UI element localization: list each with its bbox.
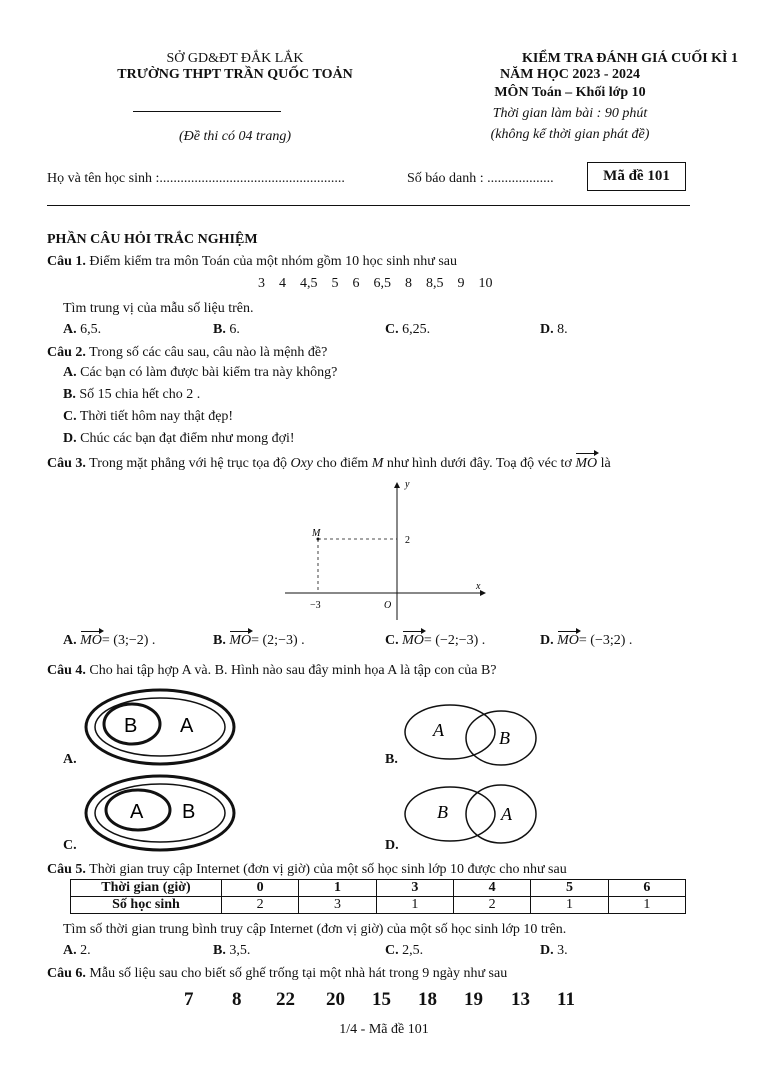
- q4-option-a[interactable]: A.: [63, 752, 77, 767]
- data-value: 4,5: [300, 276, 318, 291]
- q2-option-c[interactable]: [63, 409, 233, 425]
- data-value: 8: [232, 989, 242, 1010]
- question-3: [47, 455, 611, 472]
- q3-option-b[interactable]: [213, 633, 305, 649]
- option-text: 2.: [80, 943, 91, 958]
- question-6-text: Mẫu số liệu sau cho biết số ghế trống tại một nhà hát trong 9 ngày như sau: [89, 966, 508, 981]
- data-value: 20: [326, 989, 345, 1010]
- table-row: [71, 880, 686, 897]
- origin-label: O: [384, 600, 392, 611]
- left-set: [405, 705, 495, 759]
- inner-set-label: B: [124, 715, 138, 737]
- q3-option-c[interactable]: [385, 633, 485, 649]
- point-label: M: [371, 456, 384, 471]
- q2-option-b[interactable]: [63, 387, 200, 403]
- option-key: A.: [63, 633, 77, 648]
- section-title: PHẦN CÂU HỎI TRẮC NGHIỆM: [47, 232, 258, 247]
- table-cell: 3: [299, 897, 376, 914]
- option-text: = (−3;2) .: [578, 633, 633, 648]
- option-text: 3,5.: [229, 943, 251, 958]
- option-key: B.: [213, 633, 226, 648]
- option-text: Các bạn có làm được bài kiểm tra này không?: [80, 365, 338, 380]
- question-1-prompt: Tìm trung vị của mẫu số liệu trên.: [63, 301, 254, 316]
- option-text: = (−2;−3) .: [423, 633, 486, 648]
- data-value: 4: [279, 276, 286, 291]
- q2-option-a[interactable]: [63, 365, 337, 381]
- venn-diagram-b: [395, 700, 555, 770]
- question-3-text: là: [600, 456, 611, 471]
- q3-option-a[interactable]: [63, 633, 155, 649]
- q5-option-d[interactable]: [540, 943, 568, 959]
- q1-option-c[interactable]: [385, 322, 430, 338]
- table-cell: 1: [608, 897, 685, 914]
- table-cell: 5: [531, 880, 608, 897]
- venn-diagram-d: [395, 782, 555, 852]
- table-cell: 1: [299, 880, 376, 897]
- question-1-text: Điểm kiểm tra môn Toán của một nhóm gồm 10 học sinh như sau: [89, 254, 457, 269]
- question-5: [47, 861, 567, 878]
- venn-diagram-c: [80, 772, 240, 854]
- question-3-text: như hình dưới đây. Toạ độ véc tơ: [386, 456, 572, 471]
- data-value: 22: [276, 989, 295, 1010]
- option-key: D.: [540, 943, 554, 958]
- question-1-label: Câu 1.: [47, 254, 86, 269]
- vector-label: MO: [557, 633, 579, 648]
- frequency-table: [70, 879, 686, 914]
- outer-set-label: A: [180, 715, 194, 737]
- question-1: [47, 253, 457, 270]
- question-2: [47, 344, 327, 361]
- data-value: 7: [184, 989, 194, 1010]
- q1-option-d[interactable]: [540, 322, 568, 338]
- data-value: 6: [352, 276, 360, 291]
- question-4: [47, 662, 497, 679]
- option-text: 6,5.: [80, 322, 102, 337]
- table-cell: 2: [453, 897, 530, 914]
- option-key: D.: [540, 322, 554, 337]
- coordinate-system: Oxy: [290, 456, 314, 471]
- question-3-label: Câu 3.: [47, 456, 86, 471]
- data-value: 15: [372, 989, 391, 1010]
- inner-set-label: A: [130, 801, 144, 823]
- data-value: 19: [464, 989, 483, 1010]
- data-value: 18: [418, 989, 437, 1010]
- data-value: 8: [405, 276, 412, 291]
- left-set-label: B: [437, 802, 448, 822]
- q1-option-a[interactable]: [63, 322, 101, 338]
- option-key: A.: [63, 365, 77, 380]
- separator-line: [47, 205, 690, 206]
- pages-note: (Đề thi có 04 trang): [179, 129, 291, 144]
- data-value: 6,5: [373, 276, 391, 291]
- question-6-label: Câu 6.: [47, 966, 86, 981]
- coordinate-figure: [280, 475, 500, 625]
- header-underline: [133, 111, 281, 112]
- exam-code-box: Mã đề 101: [587, 162, 686, 191]
- school-year: NĂM HỌC 2023 - 2024: [500, 67, 640, 82]
- table-cell: 1: [531, 897, 608, 914]
- data-value: 8,5: [426, 276, 444, 291]
- q5-option-b[interactable]: [213, 943, 250, 959]
- option-key: B.: [213, 943, 226, 958]
- q3-option-d[interactable]: [540, 633, 632, 649]
- table-cell: 2: [222, 897, 299, 914]
- question-5-prompt: Tìm số thời gian trung bình truy cập Internet (đơn vị giờ) của một số học sinh lớp 10 trên.: [63, 922, 567, 937]
- question-4-label: Câu 4.: [47, 663, 86, 678]
- option-text: 3.: [557, 943, 568, 958]
- question-3-text: cho điểm: [316, 456, 369, 471]
- option-key: C.: [385, 322, 399, 337]
- q2-option-d[interactable]: [63, 431, 295, 447]
- data-value: 5: [331, 276, 339, 291]
- option-key: D.: [540, 633, 554, 648]
- option-text: 6.: [229, 322, 240, 337]
- option-key: C.: [385, 633, 399, 648]
- data-value: 3: [258, 276, 265, 291]
- option-text: 8.: [557, 322, 568, 337]
- table-cell: 6: [608, 880, 685, 897]
- option-key: C.: [63, 409, 77, 424]
- tick-x-label: −3: [310, 600, 321, 611]
- left-set-label: A: [433, 720, 444, 740]
- table-cell: 4: [453, 880, 530, 897]
- option-text: Thời tiết hôm nay thật đẹp!: [79, 409, 234, 424]
- vector-label: MO: [80, 633, 102, 648]
- table-cell: 3: [376, 880, 453, 897]
- q5-option-c[interactable]: [385, 943, 423, 959]
- student-name-field: Họ và tên học sinh :.....................................................: [47, 171, 345, 186]
- q5-option-a[interactable]: [63, 943, 91, 959]
- question-1-data: [258, 275, 493, 292]
- outer-set: [86, 776, 234, 850]
- option-key: A.: [63, 322, 77, 337]
- school-name: TRƯỜNG THPT TRẦN QUỐC TOẢN: [117, 67, 353, 82]
- question-5-text: Thời gian truy cập Internet (đơn vị giờ) của một số học sinh lớp 10 được cho như sau: [89, 862, 567, 877]
- data-value: 9: [457, 276, 465, 291]
- vector-label: MO: [402, 633, 424, 648]
- table-cell: 0: [222, 880, 299, 897]
- duration-note: (không kể thời gian phát đề): [490, 127, 650, 142]
- right-set-label: A: [501, 804, 512, 824]
- venn-diagram-a: [80, 686, 240, 768]
- question-5-label: Câu 5.: [47, 862, 86, 877]
- department-name: SỞ GD&ĐT ĐẮK LẮK: [166, 51, 304, 66]
- option-key: C.: [385, 943, 399, 958]
- option-text: Chúc các bạn đạt điểm như mong đợi!: [80, 431, 295, 446]
- left-set: [405, 787, 495, 841]
- q4-option-b[interactable]: B.: [385, 752, 398, 767]
- outer-set-label: B: [182, 801, 196, 823]
- option-key: D.: [63, 431, 77, 446]
- q1-option-b[interactable]: [213, 322, 240, 338]
- outer-set-inner-ring: [95, 784, 225, 842]
- duration: Thời gian làm bài : 90 phút: [492, 106, 648, 121]
- vector-label: MO: [229, 633, 252, 648]
- data-value: 10: [478, 276, 493, 291]
- table-row-header: Thời gian (giờ): [71, 880, 222, 897]
- question-2-text: Trong số các câu sau, câu nào là mệnh đề?: [89, 345, 328, 360]
- table-cell: 1: [376, 897, 453, 914]
- question-2-label: Câu 2.: [47, 345, 86, 360]
- subject: MÔN Toán – Khối lớp 10: [494, 85, 646, 100]
- question-3-text: Trong mặt phẳng với hệ trục tọa độ: [89, 456, 287, 471]
- tick-y-label: 2: [405, 535, 410, 546]
- option-text: = (3;−2) .: [101, 633, 156, 648]
- right-set-label: B: [499, 728, 510, 748]
- exam-title: KIỂM TRA ĐÁNH GIÁ CUỐI KÌ 1: [522, 51, 738, 66]
- option-key: B.: [63, 387, 76, 402]
- option-key: B.: [213, 322, 226, 337]
- q4-option-d[interactable]: D.: [385, 838, 399, 853]
- table-row-header: Số học sinh: [71, 897, 222, 914]
- table-row: [71, 897, 686, 914]
- page-footer: 1/4 - Mã đề 101: [339, 1022, 429, 1037]
- option-text: = (2;−3) .: [251, 633, 305, 648]
- option-text: 6,25.: [402, 322, 431, 337]
- question-4-text: Cho hai tập hợp A và. B. Hình nào sau đây minh họa A là tập con của B?: [89, 663, 497, 678]
- option-key: A.: [63, 943, 77, 958]
- vector-label: MO: [575, 456, 598, 471]
- y-axis-label: y: [405, 479, 410, 490]
- option-text: 2,5.: [402, 943, 424, 958]
- option-text: Số 15 chia hết cho 2 .: [79, 387, 201, 402]
- question-6: [47, 965, 507, 982]
- data-value: 13: [511, 989, 530, 1010]
- x-axis-label: x: [476, 581, 481, 592]
- student-id-field: Số báo danh : ...................: [407, 171, 554, 186]
- m-label: M: [312, 528, 321, 539]
- data-value: 11: [557, 989, 575, 1010]
- q4-option-c[interactable]: C.: [63, 838, 77, 853]
